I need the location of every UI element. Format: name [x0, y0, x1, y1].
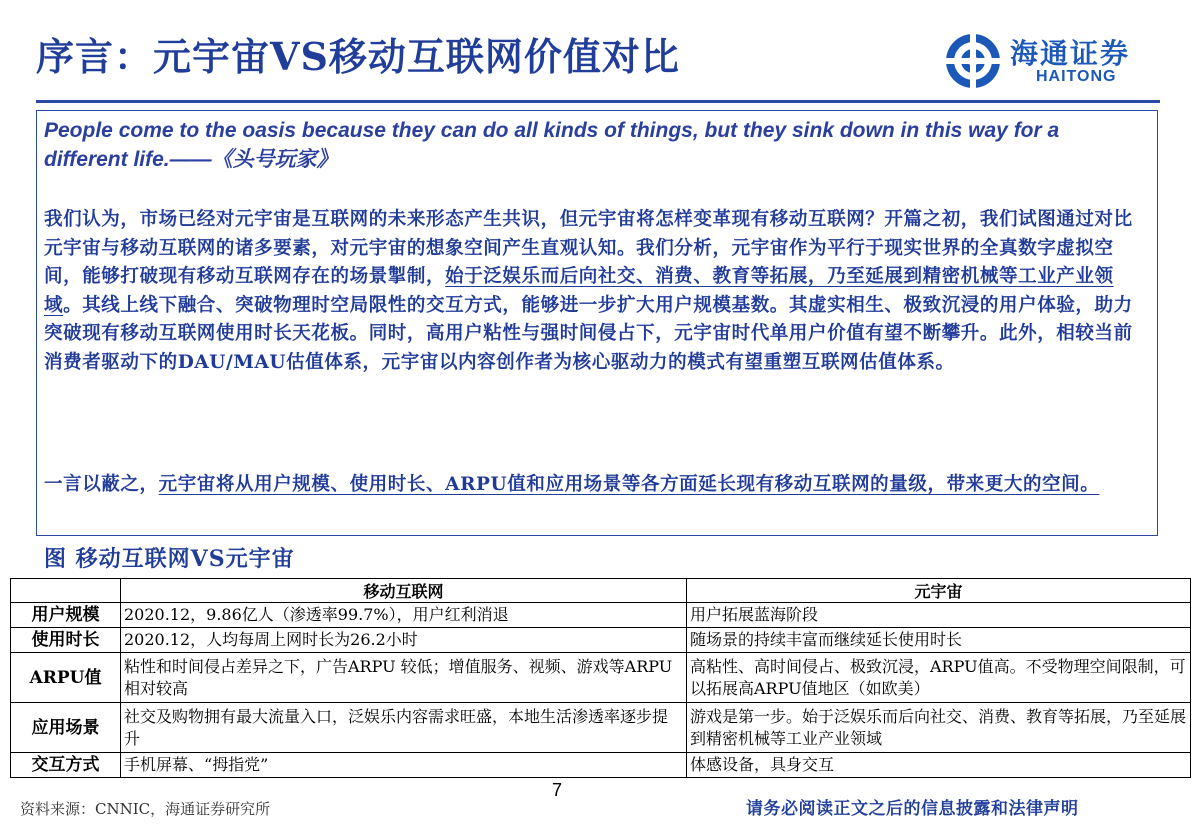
- paragraph-2-text-a: 一言以蔽之，: [44, 474, 159, 495]
- table-header-row: [11, 579, 1191, 603]
- figure-title: 图 移动互联网VS元宇宙: [44, 546, 295, 572]
- cell-metaverse: 游戏是第一步。始于泛娱乐而后向社交、消费、教育等拓展，乃至延展到精密机械等工业产业领域: [687, 703, 1191, 753]
- source-note: 资料来源：CNNIC，海通证券研究所: [20, 800, 271, 818]
- company-logo: [944, 30, 1174, 90]
- disclaimer-note: 请务必阅读正文之后的信息披露和法律声明: [746, 799, 1079, 819]
- row-label: ARPU值: [11, 653, 121, 703]
- header-cell-metaverse: 元宇宙: [687, 579, 1191, 603]
- cell-mobile-internet: 社交及购物拥有最大流量入口，泛娱乐内容需求旺盛，本地生活渗透率逐步提升: [121, 703, 687, 753]
- page-number: 7: [552, 780, 563, 800]
- cell-metaverse: 体感设备，具身交互: [687, 753, 1191, 778]
- paragraph-1-underlined: 始于泛娱乐而后向社交、消费、教育等拓展，乃至延展到精密机械等工业产业领域: [44, 266, 1114, 316]
- haitong-logo-icon: [944, 32, 1002, 90]
- paragraph-2-underlined: 元宇宙将从用户规模、使用时长、ARPU值和应用场景等各方面延长现有移动互联网的量级，带来更大的空间。: [158, 474, 1100, 495]
- header-cell-empty: [11, 579, 121, 603]
- row-label: 使用时长: [11, 628, 121, 653]
- cell-mobile-internet: 手机屏幕、“拇指党”: [121, 753, 687, 778]
- page-title: 序言：元宇宙VS移动互联网价值对比: [36, 34, 680, 79]
- cell-mobile-internet: 粘性和时间侵占差异之下，广告ARPU 较低；增值服务、视频、游戏等ARPU相对较高: [121, 653, 687, 703]
- opening-quote: People come to the oasis because they can do all kinds of things, but they sink down in this way for a different life.——《头号玩家》: [44, 119, 1060, 171]
- summary-paragraph-2: [44, 471, 1144, 500]
- table-row: [11, 603, 1191, 628]
- table-row: [11, 653, 1191, 703]
- row-label: 交互方式: [11, 753, 121, 778]
- paragraph-1-text-a: 我们认为，市场已经对元宇宙是互联网的未来形态产生共识，但元宇宙将怎样变革现有移动互联网？开篇之初，我们试图通过对比元宇宙与移动互联网的诸多要素，对元宇宙的想象空间产生直观认知。我们分析，元宇宙作为平行于现实世界的全真数字虚拟空间，能够打破现有移动互联网存在的场景掣制，: [44, 209, 1133, 288]
- cell-metaverse: 随场景的持续丰富而继续延长使用时长: [687, 628, 1191, 653]
- header-cell-mobile-internet: 移动互联网: [121, 579, 687, 603]
- logo-text-en: HAITONG: [1036, 68, 1117, 85]
- cell-mobile-internet: 2020.12，人均每周上网时长为26.2小时: [121, 628, 687, 653]
- cell-mobile-internet: 2020.12，9.86亿人（渗透率99.7%），用户红利消退: [121, 603, 687, 628]
- header-divider: [36, 100, 1160, 103]
- table-row: [11, 628, 1191, 653]
- table-row: [11, 753, 1191, 778]
- logo-text-cn: 海通证券: [1010, 37, 1131, 70]
- row-label: 用户规模: [11, 603, 121, 628]
- cell-metaverse: 用户拓展蓝海阶段: [687, 603, 1191, 628]
- row-label: 应用场景: [11, 703, 121, 753]
- summary-paragraph-1: [44, 206, 1144, 378]
- table-row: [11, 703, 1191, 753]
- cell-metaverse: 高粘性、高时间侵占、极致沉浸，ARPU值高。不受物理空间限制，可以拓展高ARPU值地区（如欧美）: [687, 653, 1191, 703]
- comparison-table: [10, 578, 1191, 778]
- paragraph-1-text-b: 。其线上线下融合、突破物理时空局限性的交互方式，能够进一步扩大用户规模基数。其虚实相生、极致沉浸的用户体验，助力突破现有移动互联网使用时长天花板。同时，高用户粘性与强时间侵占下，元宇宙时代单用户价值有望不断攀升。此外，相较当前消费者驱动下的DAU/MAU估值体系，元宇宙以内容创作者为核心驱动力的模式有望重塑互联网估值体系。: [44, 294, 1133, 373]
